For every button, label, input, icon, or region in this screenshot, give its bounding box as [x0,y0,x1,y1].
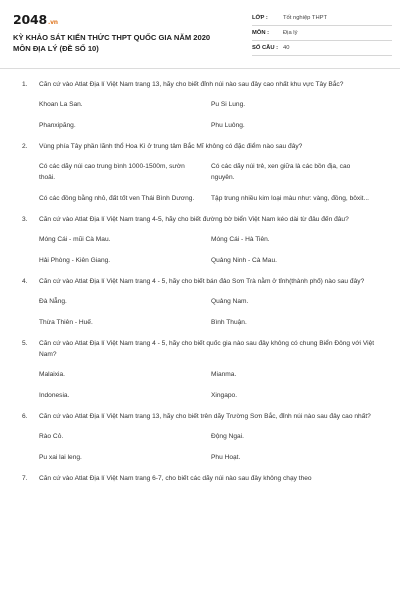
logo-text: 2048 [13,12,47,27]
answer-option-b[interactable]: Quảng Nam. [211,298,249,305]
exam-title [13,32,210,54]
meta-row-class [252,11,392,26]
answer-options [0,161,400,204]
meta-value: Địa lý [283,30,298,36]
question-stem [0,338,400,360]
question-stem [0,411,400,422]
header-divider [0,68,400,69]
answer-options [0,99,400,131]
answer-option-c[interactable]: Indonesia. [39,392,70,399]
question-text: Căn cứ vào Atlat Địa lí Việt Nam trang 13, hãy cho biết trên dãy Trường Sơn Bắc, đỉnh núi nào sau đây cao nhất? [39,413,371,420]
answer-options [0,369,400,401]
answer-option-d[interactable]: Quảng Ninh - Cà Mau. [211,257,277,264]
question-4 [0,276,400,328]
exam-title-line1: KỲ KHẢO SÁT KIẾN THỨC THPT QUỐC GIA NĂM 2020 [13,33,211,42]
question-3 [0,214,400,266]
answer-option-c[interactable]: Có các đồng bằng nhỏ, đất tốt ven Thái Bình Dương. [39,195,195,202]
question-1 [0,79,400,131]
question-7 [0,473,400,484]
answer-option-c[interactable]: Thừa Thiên - Huế. [39,319,93,326]
question-text: Căn cứ vào Atlat Địa lí Việt Nam trang 4-5, hãy cho biết đường bờ biển Việt Nam kéo dài từ đâu đến đâu? [39,216,349,223]
answer-option-b[interactable]: Động Ngai. [211,433,244,440]
question-stem [0,79,400,90]
meta-value: 40 [283,45,290,51]
site-logo[interactable] [13,12,58,27]
question-number: 1. [22,81,28,88]
question-stem [0,141,400,152]
answer-option-b[interactable]: Có các dãy núi trẻ, xen giữa là các bồn địa, cao nguyên. [211,163,351,181]
answer-option-a[interactable]: Rào Cỏ. [39,433,64,440]
exam-header [0,0,400,68]
answer-option-a[interactable]: Khoan La San. [39,101,83,108]
question-6 [0,411,400,463]
answer-options [0,234,400,266]
question-text: Căn cứ vào Atlat Địa lí Việt Nam trang 6-7, cho biết các dãy núi nào sau đây không chạy theo [39,475,312,482]
question-5 [0,338,400,401]
meta-value: Tốt nghiệp THPT [283,15,328,21]
question-number: 6. [22,413,28,420]
answer-option-c[interactable]: Pu xai lai leng. [39,454,82,461]
answer-option-a[interactable]: Móng Cái - mũi Cà Mau. [39,236,111,243]
answer-option-a[interactable]: Có các dãy núi cao trung bình 1000-1500m, sườn thoải. [39,163,185,181]
answer-option-b[interactable]: Mianma. [211,371,237,378]
meta-row-subject [252,26,392,41]
question-number: 4. [22,278,28,285]
logo-suffix: .vn [48,19,58,26]
question-text: Căn cứ vào Atlat Địa lí Việt Nam trang 4 - 5, hãy cho biết quốc gia nào sau đây không có chung Biển Đông với Việt Nam? [39,340,375,358]
exam-title-line2: MÔN ĐỊA LÝ (ĐỀ SỐ 10) [13,44,99,53]
answer-options [0,431,400,463]
answer-option-c[interactable]: Hải Phòng - Kiên Giang. [39,257,111,264]
answer-option-d[interactable]: Bình Thuận. [211,319,247,326]
question-text: Căn cứ vào Atlat Địa lí Việt Nam trang 13, hãy cho biết đỉnh núi nào sau đây cao nhất khu vực Tây Bắc? [39,81,344,88]
question-2 [0,141,400,204]
answer-option-a[interactable]: Malaixia. [39,371,66,378]
question-number: 5. [22,340,28,347]
question-stem [0,276,400,287]
question-stem [0,214,400,225]
meta-row-count [252,41,392,56]
answer-option-d[interactable]: Phu Hoạt. [211,454,241,461]
exam-meta-table [252,11,392,56]
question-text: Vùng phía Tây phần lãnh thổ Hoa Kì ở trung tâm Bắc Mĩ không có đặc điểm nào sau đây? [39,143,303,150]
question-number: 7. [22,475,28,482]
answer-option-c[interactable]: Phanxipăng. [39,122,76,129]
question-number: 2. [22,143,28,150]
answer-option-b[interactable]: Pu Si Lung. [211,101,246,108]
meta-label: LỚP : [252,15,268,21]
answer-option-d[interactable]: Xingapo. [211,392,238,399]
question-list [0,79,400,494]
meta-label: SỐ CÂU : [252,45,279,51]
answer-option-d[interactable]: Tập trung nhiều kim loại màu như: vàng, đồng, bôxit... [211,195,369,202]
answer-option-d[interactable]: Phu Luông. [211,122,245,129]
question-number: 3. [22,216,28,223]
question-text: Căn cứ vào Atlat Địa lí Việt Nam trang 4 - 5, hãy cho biết bán đảo Sơn Trà nằm ở tỉnh(thành phố) nào sau đây? [39,278,365,285]
answer-options [0,296,400,328]
meta-label: MÔN : [252,30,270,36]
question-stem [0,473,400,484]
answer-option-a[interactable]: Đà Nẵng. [39,298,67,305]
answer-option-b[interactable]: Móng Cái - Hà Tiên. [211,236,270,243]
